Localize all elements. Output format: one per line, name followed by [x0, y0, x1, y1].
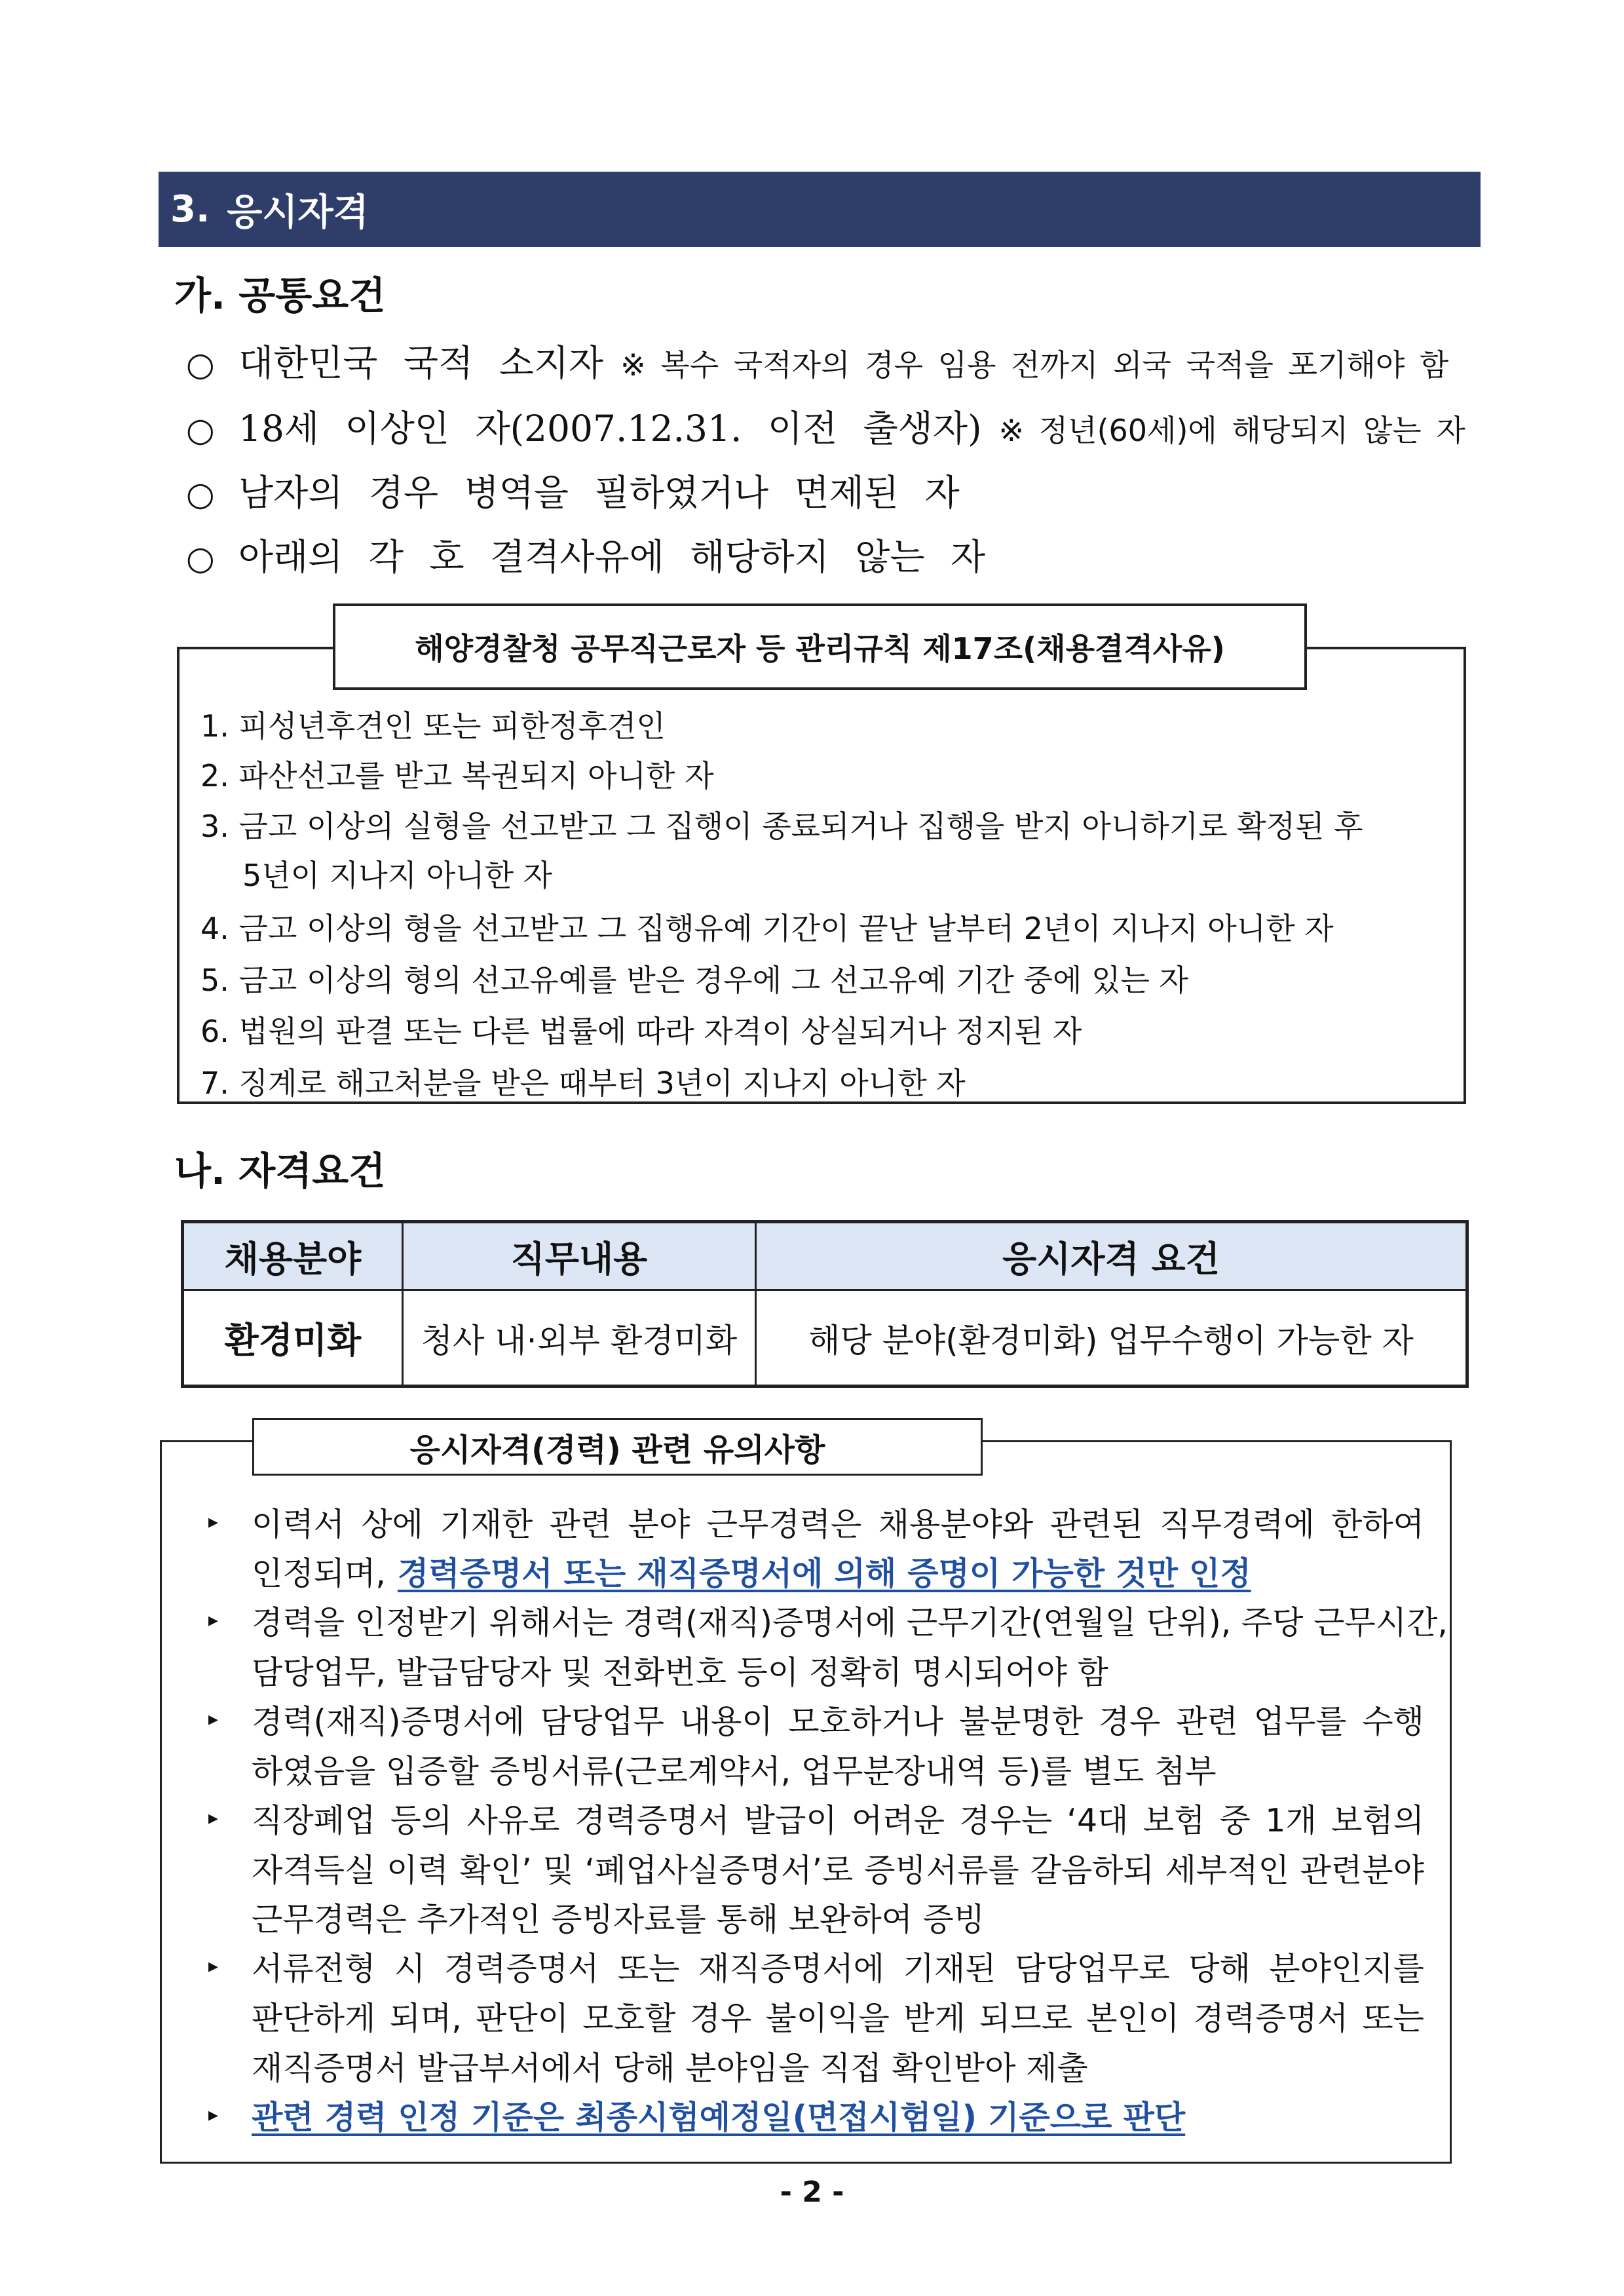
circle-bullet-icon: ○ [186, 539, 215, 577]
note-line [252, 1746, 1424, 1792]
common-item [186, 464, 960, 516]
rule-item-continued: 5년이 지나지 아니한 자 [242, 858, 553, 893]
table-cell-field: 환경미화 [183, 1290, 403, 1387]
common-item-text: 대한민국 국적 소지자 [238, 342, 604, 384]
common-item-text: 18세 이상인 자(2007.12.31. 이전 출생자) [238, 408, 982, 450]
note-line [252, 2092, 1424, 2138]
circle-bullet-icon: ○ [186, 475, 215, 513]
note-text: 담당업무, 발급담당자 및 전화번호 등이 정확히 명시되어야 함 [252, 1654, 1108, 1691]
section-banner [159, 172, 1481, 247]
circle-bullet-icon: ○ [186, 411, 215, 449]
common-item [186, 400, 1465, 451]
note-line [252, 1598, 1448, 1643]
rule-item: 7. 징계로 해고처분을 받은 때부터 3년이 지나지 아니한 자 [200, 1065, 966, 1101]
rule-item: 4. 금고 이상의 형을 선고받고 그 집행유예 기간이 끝난 날부터 2년이 지나지 아니한 자 [200, 911, 1334, 946]
table-header-cell: 채용분야 [183, 1222, 403, 1290]
note-text: 근무경력은 추가적인 증빙자료를 통해 보완하여 증빙 [252, 1901, 985, 1938]
note-text: 경력(재직)증명서에 담당업무 내용이 모호하거나 불분명한 경우 관련 업무를 수행 [252, 1703, 1424, 1740]
note-line [252, 1548, 1424, 1594]
note-line [252, 1499, 1424, 1545]
note-line [252, 2043, 1424, 2089]
rule-item: 3. 금고 이상의 실형을 선고받고 그 집행이 종료되거나 집행을 받지 아니하기로 확정된 후 [200, 809, 1363, 844]
common-item [186, 528, 985, 580]
triangle-bullet-icon: ▸ [208, 1510, 219, 1533]
note-line [252, 1845, 1424, 1891]
triangle-bullet-icon: ▸ [208, 1609, 219, 1632]
note-line [252, 1993, 1424, 2039]
table-header-cell: 직무내용 [403, 1222, 756, 1290]
qualification-heading: 나. 자격요건 [174, 1149, 386, 1193]
common-item-note: ※ 복수 국적자의 경우 임용 전까지 외국 국적을 포기해야 함 [620, 347, 1449, 383]
table-cell-requirement: 해당 분야(환경미화) 업무수행이 가능한 자 [756, 1290, 1467, 1387]
note-text: 이력서 상에 기재한 관련 분야 근무경력은 채용분야와 관련된 직무경력에 한하여 [252, 1506, 1424, 1543]
rule-item: 5. 금고 이상의 형의 선고유예를 받은 경우에 그 선고유예 기간 중에 있는 자 [200, 963, 1188, 998]
common-heading: 가. 공통요건 [174, 273, 386, 318]
rule-item: 2. 파산선고를 받고 복권되지 아니한 자 [200, 758, 714, 794]
note-text: 자격득실 이력 확인’ 및 ‘폐업사실증명서’로 증빙서류를 갈음하되 세부적인 관련분야 [252, 1852, 1424, 1889]
note-line [252, 1943, 1424, 1989]
rule-item: 1. 피성년후견인 또는 피한정후견인 [200, 708, 666, 744]
common-item-text: 남자의 경우 병역을 필하였거나 면제된 자 [238, 472, 960, 514]
note-text: 하였음을 입증할 증빙서류(근로계약서, 업무분장내역 등)를 별도 첨부 [252, 1753, 1217, 1790]
note-text: 직장폐업 등의 사유로 경력증명서 발급이 어려운 경우는 ‘4대 보험 중 1개 보험의 [252, 1802, 1424, 1839]
common-item [186, 334, 1448, 386]
rule-item: 6. 법원의 판결 또는 다른 법률에 따라 자격이 상실되거나 정지된 자 [200, 1014, 1082, 1049]
career-notes-title: 응시자격(경력) 관련 유의사항 [252, 1418, 983, 1476]
section-title: 응시자격 [227, 191, 369, 234]
triangle-bullet-icon: ▸ [208, 1807, 219, 1829]
qualification-table [181, 1220, 1469, 1388]
table-header-cell: 응시자격 요건 [756, 1222, 1467, 1290]
table-cell-duty: 청사 내·외부 환경미화 [403, 1290, 756, 1387]
common-item-text: 아래의 각 호 결격사유에 해당하지 않는 자 [238, 536, 986, 578]
table-row [183, 1290, 1467, 1387]
triangle-bullet-icon: ▸ [208, 1708, 219, 1731]
note-highlight: 경력증명서 또는 재직증명서에 의해 증명이 가능한 것만 인정 [397, 1555, 1251, 1592]
circle-bullet-icon: ○ [186, 345, 215, 383]
note-line [252, 1696, 1424, 1742]
triangle-bullet-icon: ▸ [208, 1955, 219, 1978]
note-line [252, 1795, 1424, 1841]
note-line [252, 1894, 1424, 1940]
common-item-note: ※ 정년(60세)에 해당되지 않는 자 [998, 413, 1465, 448]
note-text: 재직증명서 발급부서에서 당해 분야임을 직접 확인받아 제출 [252, 2050, 1088, 2087]
section-number: 3. [170, 188, 210, 231]
note-text: 인정되며, [252, 1555, 386, 1592]
note-line [252, 1647, 1424, 1693]
page-number: - 2 - [780, 2175, 844, 2209]
note-text: 서류전형 시 경력증명서 또는 재직증명서에 기재된 담당업무로 당해 분야인지를 [252, 1950, 1424, 1987]
note-highlight: 관련 경력 인정 기준은 최종시험예정일(면접시험일) 기준으로 판단 [252, 2099, 1186, 2136]
table-header-row [183, 1222, 1467, 1290]
disqualification-rules-title: 해양경찰청 공무직근로자 등 관리규칙 제17조(채용결격사유) [333, 603, 1307, 690]
note-text: 경력을 인정받기 위해서는 경력(재직)증명서에 근무기간(연월일 단위), 주당 근무시간, [252, 1604, 1448, 1641]
note-text: 판단하게 되며, 판단이 모호할 경우 불이익을 받게 되므로 본인이 경력증명서 또는 [252, 2000, 1424, 2037]
triangle-bullet-icon: ▸ [208, 2103, 219, 2126]
